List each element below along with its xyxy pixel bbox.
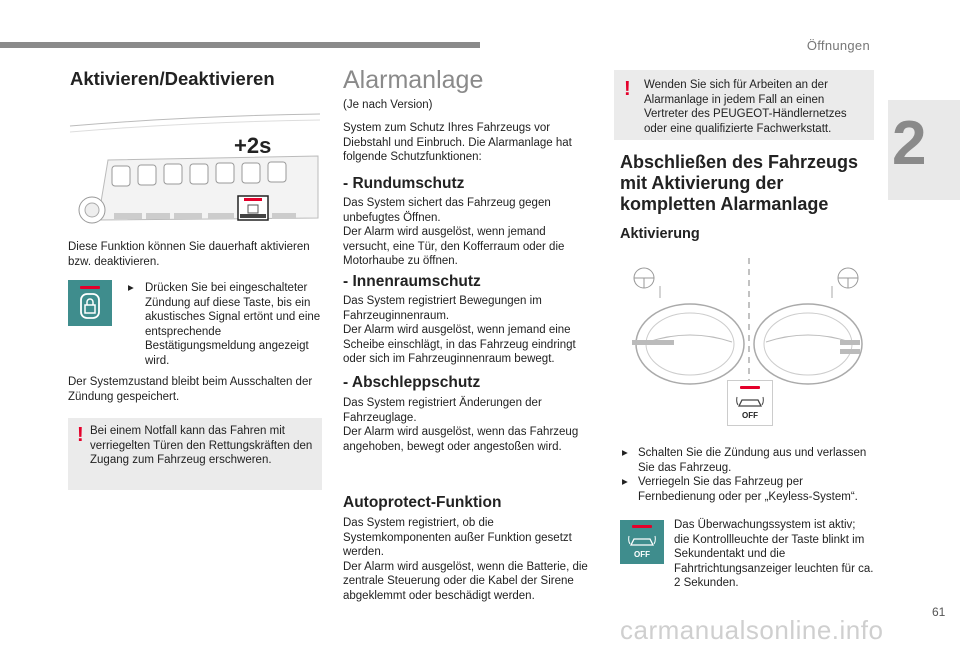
indicator-bar	[80, 286, 100, 289]
col3-note-text: Wenden Sie sich für Arbeiten an der Alarmanlage in jedem Fall an einen Vertreter des PEUGEOT-Händlernetzes oder eine qualifizierte Fachwerkstatt.	[644, 79, 847, 135]
header-bar	[0, 42, 480, 48]
col3-warning-note	[614, 70, 874, 140]
section-label: Öffnungen	[806, 38, 870, 53]
col1-after: Der Systemzustand bleibt beim Ausschalten der Zündung gespeichert.	[68, 376, 313, 403]
col3-bullet-1: Schalten Sie die Zündung aus und verlassen Sie das Fahrzeug.	[638, 447, 867, 474]
hold-duration-label: +2s	[234, 133, 272, 158]
arrow-bullet-icon: ▸	[622, 447, 628, 459]
exclamation-icon: !	[624, 78, 631, 100]
page-number: 61	[932, 605, 946, 619]
lock-icon	[80, 293, 100, 319]
col1-note-text: Bei einem Notfall kann das Fahren mit verriegelten Türen den Rettungskräften den Zugang zum Fahrzeug erschweren.	[90, 425, 313, 466]
col3-final: Das Überwachungssystem ist aktiv; die Kontrollleuchte der Taste blinkt im Sekundentakt und die Fahrtrichtungsanzeiger leuchten für ca. 2 Sekunden.	[674, 519, 874, 589]
dashboard-drawing	[68, 110, 322, 236]
off-label: OFF	[634, 550, 650, 559]
section-innenraumschutz-text: Das System registriert Bewegungen im Fahrzeuginnenraum. Der Alarm wird ausgelöst, wenn jemand eine Scheibe einschlägt, in das Fahrzeug eindringt oder sich im Fahrzeuginnenraum bewegt.	[343, 295, 576, 365]
lock-button-tile	[68, 280, 112, 326]
col3-title: Abschließen des Fahrzeugs mit Aktivierung der kompletten Alarmanlage	[620, 152, 859, 214]
col3-subtitle: Aktivierung	[620, 226, 700, 242]
col1-intro: Diese Funktion können Sie dauerhaft aktivieren bzw. deaktivieren.	[68, 241, 310, 268]
indicator-bar	[632, 525, 652, 528]
chapter-number: 2	[892, 109, 927, 178]
dashboard-figure	[68, 110, 322, 236]
section-rundumschutz-text: Das System sichert das Fahrzeug gegen unbefugtes Öffnen. Der Alarm wird ausgelöst, wenn jemand versucht, eine Tür, den Kofferraum oder die Motorhaube zu öffnen.	[343, 197, 565, 267]
col2-title: Alarmanlage	[343, 66, 484, 94]
exclamation-icon: !	[77, 424, 84, 446]
arrow-bullet-icon: ▸	[128, 282, 134, 294]
col2-version: (Je nach Version)	[343, 99, 433, 111]
watermark: carmanualsonline.info	[620, 615, 884, 645]
section-rundumschutz-title: - Rundumschutz	[343, 175, 465, 192]
col1-title: Aktivieren/Deaktivieren	[70, 68, 275, 89]
alarm-active-tile	[620, 520, 664, 564]
section-abschleppschutz-title: - Abschleppschutz	[343, 374, 481, 391]
col2-intro: System zum Schutz Ihres Fahrzeugs vor Diebstahl und Einbruch. Die Alarmanlage hat folgende Schutzfunktionen:	[343, 122, 572, 163]
alarm-car-icon	[628, 534, 656, 548]
section-abschleppschutz-text: Das System registriert Änderungen der Fahrzeuglage. Der Alarm wird ausgelöst, wenn das Fahrzeug angehoben, bewegt oder angestoßen wird.	[343, 397, 579, 453]
col1-warning-note	[68, 418, 322, 490]
section-autoprotect-text: Das System registriert, ob die Systemkomponenten außer Funktion gesetzt werden. Der Alarm wird ausgelöst, wenn die Batterie, die zentrale Steuerung oder die Kabel der Sirene abgeklemmt oder beschädigt werden.	[343, 517, 588, 602]
alarm-car-icon	[736, 395, 764, 409]
arrow-bullet-icon: ▸	[622, 476, 628, 488]
col3-bullet-2: Verriegeln Sie das Fahrzeug per Fernbedienung oder per „Keyless-System“.	[638, 476, 858, 503]
col1-bullet: Drücken Sie bei eingeschalteter Zündung auf diese Taste, bis ein akustisches Signal ertönt und eine entsprechende Bestätigungsmeldung angezeigt wird.	[145, 282, 321, 367]
off-label: OFF	[742, 411, 758, 420]
alarm-off-button-figure	[727, 380, 773, 426]
indicator-bar	[740, 386, 760, 389]
section-autoprotect-title: Autoprotect-Funktion	[343, 494, 502, 511]
section-innenraumschutz-title: - Innenraumschutz	[343, 273, 481, 290]
